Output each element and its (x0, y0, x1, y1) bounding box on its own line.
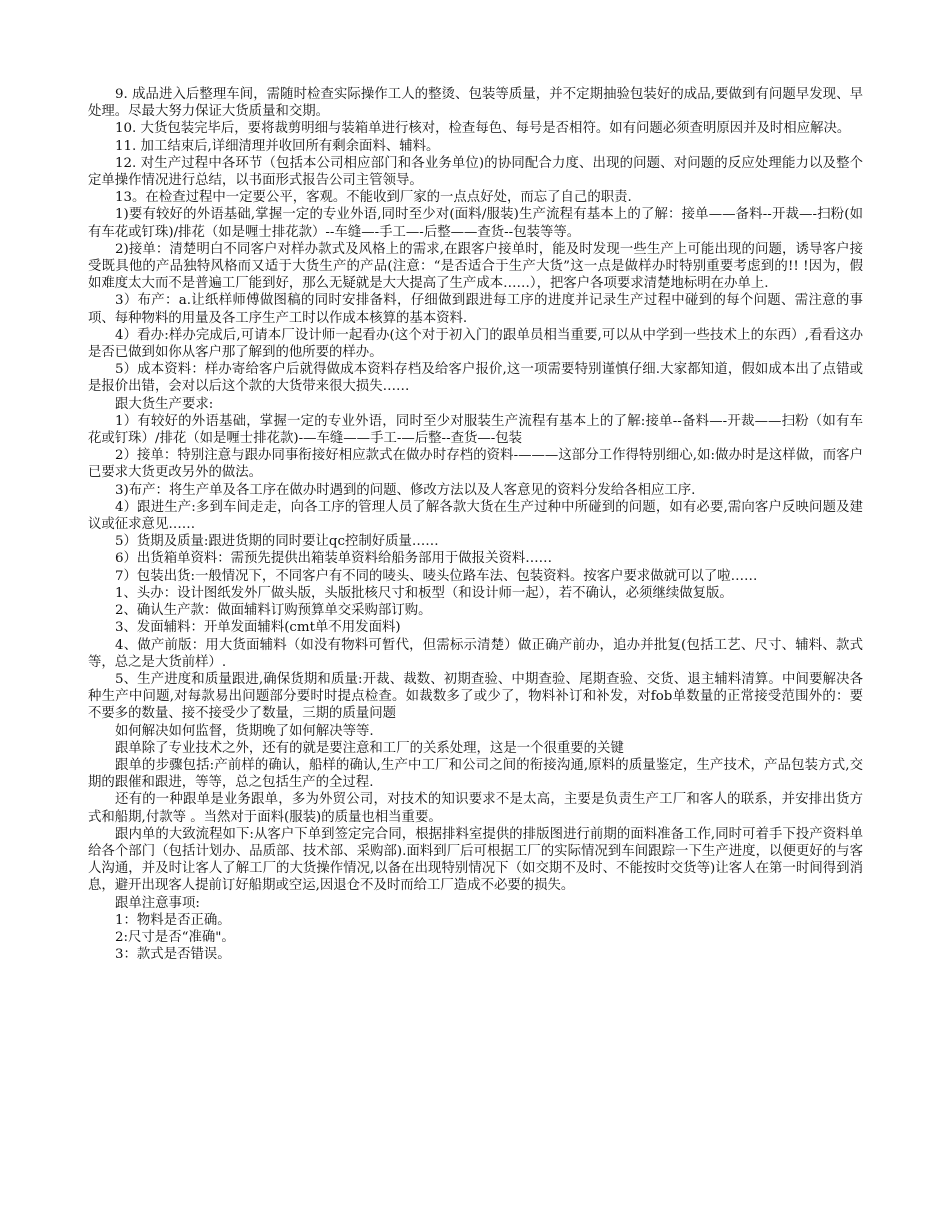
item-13-fairness: 13。在检查过程中一定要公平，客观。不能收到厂家的一点点好处，而忘了自己的职责. (115, 190, 632, 206)
factory-relations-note: 跟单除了专业技术之外，还有的就是要注意和工厂的关系处理，这是一个很重要的关键 (115, 740, 624, 756)
note-1-materials: 1：物料是否正确。 (115, 912, 231, 928)
bulk-step-7-shipping: 7）包装出货:一般情况下，不同客户有不同的唛头、唛头位路车法、包装资料。按客户要求做就可以了啦…… (115, 568, 758, 584)
note-2-size: 2:尺寸是否“准确"。 (115, 929, 235, 945)
flow-step-4-pre-production: 4、做产前版：用大货面辅料（如没有物料可暂代，但需标示清楚）做正确产前办，追办并批复(包括工艺、尺寸、辅料、款式等，总之是大货前样）. (88, 637, 863, 670)
sample-step-2-order: 2)接单：清楚明白不同客户对样办款式及风格上的需求,在跟客户接单时，能及时发现一些生产上可能出现的问题，诱导客户接受既具他的产品独特风格而又适于大货生产的产品(注意：“是否适合于生产大货”这一点是做样办时特别重要考虑到的!! !因为，假如难度太大而不是普遍工厂能到好，那么无疑就是大大提高了生产成本……），把客户各项要求清楚地标明在办单上. (88, 241, 863, 292)
flow-step-3-materials: 3、发面辅料：开单发面辅料(cmt单不用发面料) (115, 620, 401, 636)
bulk-step-6-packing-list: 6）出货箱单资料：需预先提供出箱装单资料给船务部用于做报关资料…… (115, 551, 553, 567)
item-9-finishing-check: 9. 成品进入后整理车间，需随时检查实际操作工人的整烫、包装等质量，并不定期抽验包装好的成品,要做到有问题早发现、早处理。尽最大努力保证大货质量和交期。 (88, 87, 863, 120)
sample-step-5-cost: 5）成本资料：样办寄给客户后就得做成本资料存档及给客户报价,这一项需要特别谨慎仔细.大家都知道，假如成本出了点错或是报价出错，会对以后这个款的大货带来很大损失…… (88, 362, 863, 395)
sample-step-1-language: 1)要有较好的外语基础,掌握一定的专业外语,同时至少对(面料/服装)生产流程有基本上的了解：接单——备料--开裁—-扫粉(如有车花或钉珠)/排花（如是喱士排花款）--车缝—-手工—-后整——查货--包装等等。 (88, 207, 863, 240)
item-10-packing-check: 10. 大货包装完毕后，要将裁剪明细与装箱单进行核对，检查每色、每号是否相符。如有问题必须查明原因并及时相应解决。 (115, 121, 851, 137)
bulk-step-2-order: 2）接单：特别注意与跟办同事衔接好相应款式在做办时存档的资料-———这部分工作得特别细心,如:做办时是这样做，而客户已要求大货更改另外的做法。 (88, 448, 863, 481)
bulk-step-5-delivery-quality: 5）货期及质量:跟进货期的同时要让qc控制好质量…… (115, 534, 439, 550)
bulk-step-4-follow-up: 4）跟进生产:多到车间走走，向各工序的管理人员了解各款大货在生产过种中所碰到的问题，如有必要,需向客户反映问题及建议或征求意见…… (88, 499, 863, 533)
item-11-clear-materials: 11. 加工结束后,详细清理并收回所有剩余面料、辅料。 (115, 138, 440, 154)
notes-heading: 跟单注意事项: (115, 895, 200, 911)
bulk-step-1-language: 1）有较好的外语基础，掌握一定的专业外语，同时至少对服装生产流程有基本上的了解:接单--备料—-开裁——扫粉（如有车花或钉珠）/排花（如是喱士排花款)-—车缝——手工-—后整--查货—-包装 (88, 413, 863, 447)
flow-step-2-confirm: 2、确认生产款：做面辅料订购预算单交采购部订购。 (115, 603, 432, 619)
domestic-order-flow: 跟内单的大致流程如下:从客户下单到签定完合同，根据排料室提供的排版图进行前期的面料准备工作,同时可着手下投产资料单给各个部门（包括计划办、品质部、技术部、采购部).面料到厂后可根据工厂的实际情况到车间跟踪一下生产进度，以便更好的与客人沟通，并及时让客人了解工厂的大货操作情况,以备在出现特别情况下（如交期不及时、不能按时交货等)让客人在第一时间得到消息，避开出现客人提前订好船期或空运,因退仓不及时而给工厂造成不必要的损失。 (88, 826, 863, 894)
business-merchandising: 还有的一种跟单是业务跟单，多为外贸公司，对技术的知识要求不是太高，主要是负责生产工厂和客人的联系，并安排出货方式和船期,付款等 。当然对于面料(服装)的质量也相当重要。 (88, 792, 863, 825)
item-12-summary-report: 12. 对生产过程中各环节（包括本公司相应部门和各业务单位)的协同配合力度、出现的问题、对问题的反应处理能力以及整个定单操作情况进行总结，以书面形式报告公司主管领导。 (88, 155, 863, 189)
flow-step-5-progress-quality: 5、生产进度和质量跟进,确保货期和质量:开裁、裁数、初期查验、中期查验、尾期查验、交货、退主辅料清算。中间要解决各种生产中问题,对每款易出问题部分要时时提点检查。如裁数多了或少了，物料补订和补发，对fob单数量的正常接受范围外的：要不要多的数量、接不接受少了数量，三期的质量问题 (88, 671, 863, 722)
flow-step-1-first-sample: 1、头办：设计图纸发外厂做头版，头版批核尺寸和板型（和设计师一起），若不确认，必须继续做复版。 (115, 585, 733, 601)
note-3-style: 3：款式是否错误。 (115, 947, 231, 963)
supervision-note: 如何解决如何监督，货期晚了如何解决等等. (115, 723, 374, 739)
sample-step-3-production: 3）布产：a.让纸样师傅做图稿的同时安排备料，仔细做到跟进每工序的进度并记录生产过程中碰到的每个问题、需注意的事项、每种物料的用量及各工序生产工时以作成本核算的基本资料. (88, 293, 863, 326)
sample-step-4-review: 4）看办:样办完成后,可请本厂设计师一起看办(这个对于初入门的跟单员相当重要,可以从中学到一些技术上的东西）,看看这办是否已做到如你从客户那了解到的他所要的样办。 (88, 327, 863, 361)
bulk-requirements-heading: 跟大货生产要求: (115, 396, 214, 412)
bulk-step-3-production: 3)布产：将生产单及各工序在做办时遇到的问题、修改方法以及人客意见的资料分发给各相应工序. (115, 482, 696, 498)
merchandising-steps: 跟单的步骤包括:产前样的确认，船样的确认,生产中工厂和公司之间的衔接沟通,原料的质量鉴定，生产技术，产品包装方式,交期的跟催和跟进，等等，总之包括生产的全过程. (88, 757, 863, 791)
